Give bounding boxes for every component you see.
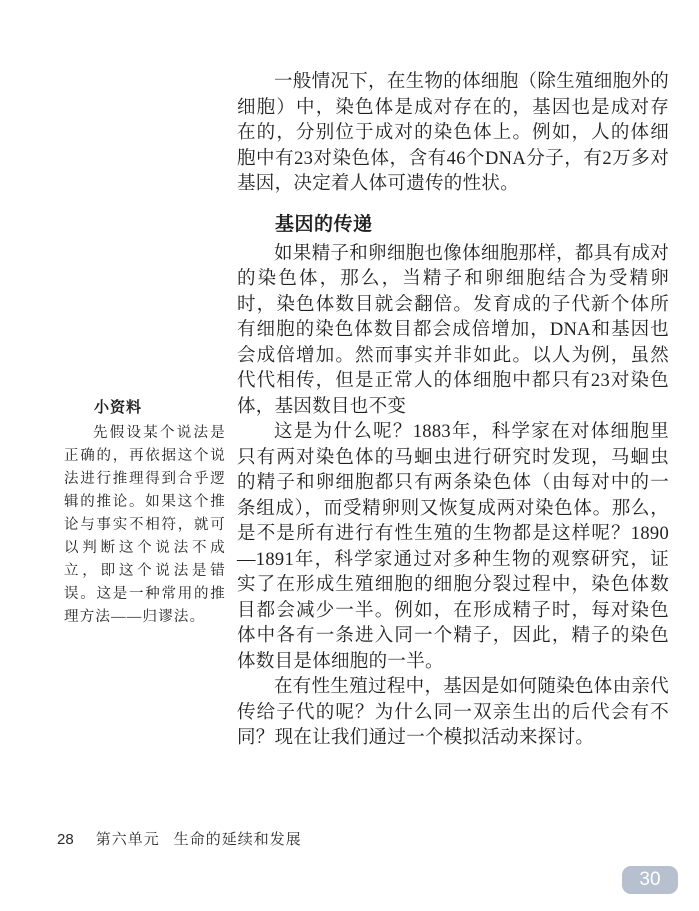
intro-paragraph: 一般情况下，在生物的体细胞（除生殖细胞外的细胞）中，染色体是成对存在的，基因也是成对存在的，分别位于成对的染色体上。例如，人的体细胞中有23对染色体，含有46个DNA分子，有2万多对基因，决定着人体可遗传的性状。 bbox=[237, 72, 669, 194]
viewer-page-indicator-badge bbox=[622, 866, 678, 894]
page-footer bbox=[57, 828, 302, 849]
sidebar-note-title: 小资料 bbox=[94, 399, 143, 416]
footer-unit-title: 生命的延续和发展 bbox=[173, 832, 302, 848]
viewer-page-number: 30 bbox=[639, 869, 661, 890]
body-paragraph: 如果精子和卵细胞也像体细胞那样，都具有成对的染色体，那么，当精子和卵细胞结合为受精卵时，染色体数目就会翻倍。发育成的子代新个体所有细胞的染色体数目都会成倍增加，DNA和基因也会成倍增加。然而事实并非如此。以人为例，虽然代代相传，但是正常人的体细胞中都只有23对染色体，基因数目也不变 bbox=[237, 243, 669, 417]
section-heading: 基因的传递 bbox=[275, 213, 373, 235]
main-text-column bbox=[237, 70, 669, 752]
printed-page-number: 28 bbox=[57, 831, 74, 848]
footer-unit-label: 第六单元 bbox=[95, 832, 160, 848]
sidebar-note bbox=[64, 396, 226, 629]
body-paragraph: 在有性生殖过程中，基因是如何随染色体由亲代传给子代的呢？为什么同一双亲生出的后代会有不同？现在让我们通过一个模拟活动来探讨。 bbox=[237, 677, 669, 748]
sidebar-note-body: 先假设某个说法是正确的，再依据这个说法进行推理得到合乎逻辑的推论。如果这个推论与事实不相符，就可以判断这个说法不成立，即这个说法是错误。这是一种常用的推理方法——归谬法。 bbox=[64, 425, 226, 625]
body-paragraph: 这是为什么呢？1883年，科学家在对体细胞里只有两对染色体的马蛔虫进行研究时发现，马蛔虫的精子和卵细胞都只有两条染色体（由每对中的一条组成），而受精卵则又恢复成两对染色体。那么，是不是所有进行有性生殖的生物都是这样呢？1890—1891年，科学家通过对多种生物的观察研究，证实了在形成生殖细胞的细胞分裂过程中，染色体数目都会减少一半。例如，在形成精子时，每对染色体中各有一条进入同一个精子，因此，精子的染色体数目是体细胞的一半。 bbox=[237, 422, 669, 672]
